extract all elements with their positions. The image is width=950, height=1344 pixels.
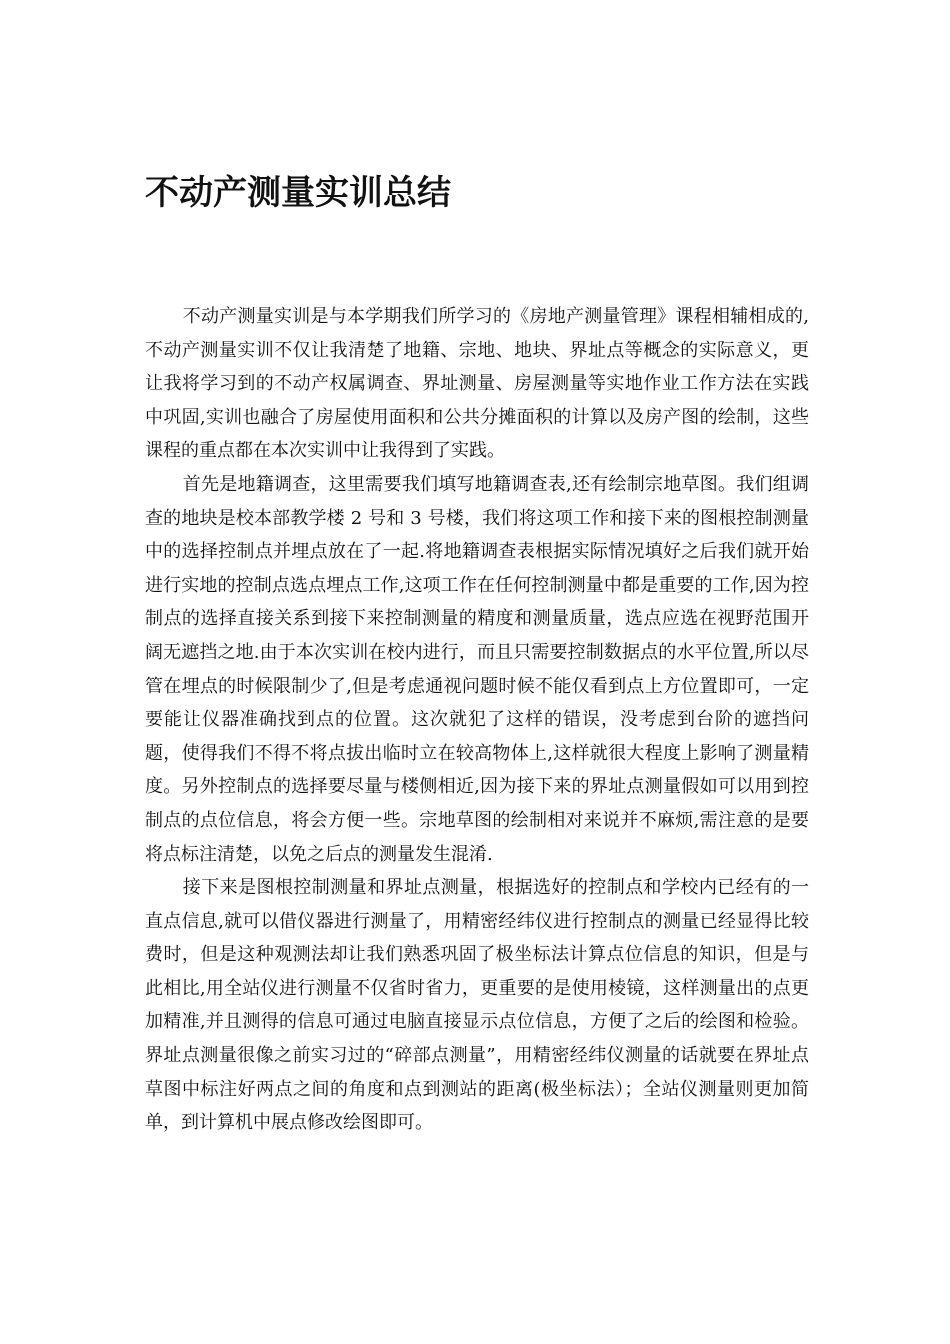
paragraph-intro: 不动产测量实训是与本学期我们所学习的《房地产测量管理》课程相辅相成的,不动产测量实训不仅让我清楚了地籍、宗地、地块、界址点等概念的实际意义，更让我将学习到的不动产权属调查、界址测量、房屋测量等实地作业工作方法在实践中巩固,实训也融合了房屋使用面积和公共分摊面积的计算以及房产图的绘制，这些课程的重点都在本次实训中让我得到了实践。: [145, 306, 809, 462]
paragraph-control-survey: 接下来是图根控制测量和界址点测量，根据选好的控制点和学校内已经有的一直点信息,就可以借仪器进行测量了，用精密经纬仪进行控制点的测量已经显得比较费时，但是这种观测法却让我们熟悉巩固了极坐标法计算点位信息的知识，但是与此相比,用全站仪进行测量不仅省时省力，更重要的是使用棱镜，这样测量出的点更加精准,并且测得的信息可通过电脑直接显示点位信息，方便了之后的绘图和检验。界址点测量很像之前实习过的“碎部点测量”，用精密经纬仪测量的话就要在界址点草图中标注好两点之间的角度和点到测站的距离(极坐标法）；全站仪测量则更加简单，到计算机中展点修改绘图即可。: [145, 877, 809, 1134]
paragraph-cadastral-survey: 首先是地籍调查，这里需要我们填写地籍调查表,还有绘制宗地草图。我们组调查的地块是校本部教学楼 2 号和 3 号楼，我们将这项工作和接下来的图根控制测量中的选择控制点并埋点放在了一起.将地籍调查表根据实际情况填好之后我们就开始进行实地的控制点选点埋点工作,这项工作在任何控制测量中都是重要的工作,因为控制点的选择直接关系到接下来控制测量的精度和测量质量，选点应选在视野范围开阔无遮挡之地.由于本次实训在校内进行，而且只需要控制数据点的水平位置,所以尽管在埋点的时候限制少了,但是考虑通视问题时候不能仅看到点上方位置即可，一定要能让仪器准确找到点的位置。这次就犯了这样的错误，没考虑到台阶的遮挡问题，使得我们不得不将点拔出临时立在较高物体上,这样就很大程度上影响了测量精度。另外控制点的选择要尽量与楼侧相近,因为接下来的界址点测量假如可以用到控制点的点位信息，将会方便一些。宗地草图的绘制相对来说并不麻烦,需注意的是要将点标注清楚，以免之后点的测量发生混淆.: [145, 473, 809, 865]
document-body: [145, 300, 809, 1140]
document-title: 不动产测量实训总结: [145, 173, 451, 213]
